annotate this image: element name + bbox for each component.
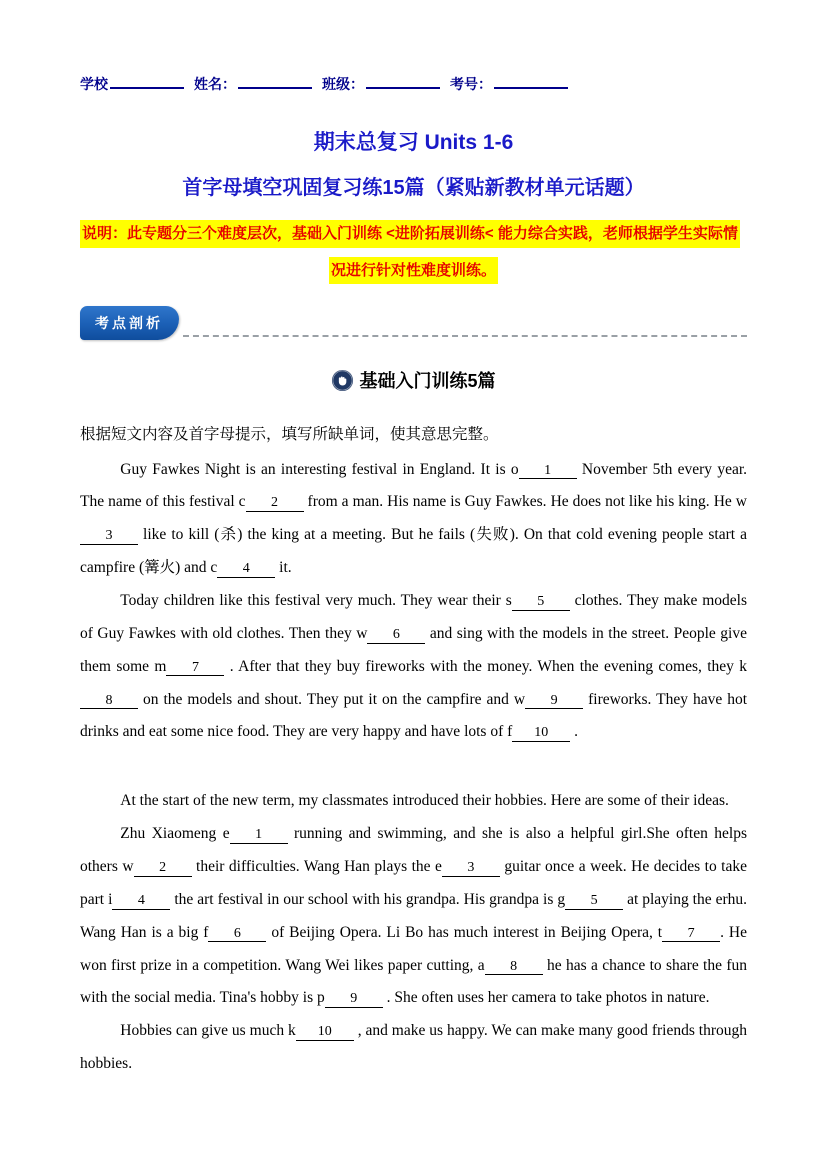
answer-blank: 9: [325, 992, 383, 1008]
answer-blank: 9: [525, 694, 583, 710]
answer-blank: 10: [512, 726, 570, 742]
passage-guy-fawkes: [80, 454, 747, 750]
passage-paragraph: Today children like this festival very much. They wear their s 5 clothes. They make models of Guy Fawkes with old clothes. Then they w 6 and sing with the models in the street. People give them some m 7 . After that they buy fireworks with the money. When the evening comes, they k8 on the models and shout. They put it on the campfire and w 9 fireworks. They have hot drinks and eat some nice food. They are very happy and have lots of f 10 .: [80, 591, 748, 741]
page-subtitle: 首字母填空巩固复习练15篇（紧贴新教材单元话题）: [182, 177, 645, 199]
dashed-divider: [183, 335, 747, 337]
answer-blank: 6: [208, 927, 266, 943]
name-blank-line: [238, 76, 312, 89]
exam-points-badge: [80, 306, 179, 340]
school-label: 学校: [80, 76, 108, 92]
answer-blank: 8: [80, 694, 138, 710]
answer-blank: 2: [246, 496, 304, 512]
section-heading: [80, 367, 747, 393]
fist-icon: [331, 369, 354, 392]
exam-points-badge-label: 考点剖析: [95, 315, 163, 331]
answer-blank: 4: [112, 894, 170, 910]
passage-paragraph: Guy Fawkes Night is an interesting festival in England. It is o 1 November 5th every year. The name of this festival c 2 from a man. His name is Guy Fawkes. He does not like his king. He w3 like to kill (杀) the king at a meeting. But he fails (失败). On that cold evening people start a campfire (篝火) and c 4 it.: [80, 460, 748, 577]
answer-blank: 5: [512, 595, 570, 611]
class-label: 班级：: [322, 76, 364, 92]
answer-blank: 3: [80, 529, 138, 545]
answer-blank: 4: [217, 562, 275, 578]
answer-blank: 8: [485, 960, 543, 976]
notice-line-1-text: 说明：此专题分三个难度层次，基础入门训练 <进阶拓展训练< 能力综合实践，老师根据学生实际情: [80, 220, 740, 248]
answer-blank: 3: [442, 861, 500, 877]
answer-blank: 7: [662, 927, 720, 943]
passage-paragraph: Hobbies can give us much k 10 , and make us happy. We can make many good friends through hobbies.: [80, 1022, 748, 1073]
instruction-text: 根据短文内容及首字母提示，填写所缺单词，使其意思完整。: [80, 426, 499, 443]
notice-line-1: [80, 220, 747, 248]
exam-number-blank-line: [494, 76, 568, 89]
student-info-header: [80, 74, 747, 94]
answer-blank: 5: [565, 894, 623, 910]
answer-blank: 7: [166, 661, 224, 677]
page-title: 期末总复习 Units 1-6: [313, 131, 514, 154]
class-blank-line: [366, 76, 440, 89]
answer-blank: 1: [519, 464, 577, 480]
answer-blank: 10: [296, 1025, 354, 1041]
answer-blank: 2: [134, 861, 192, 877]
passage-hobbies: [80, 785, 747, 1081]
badge-row: [80, 306, 747, 340]
school-blank-line: [110, 76, 184, 89]
section-title: 基础入门训练5篇: [359, 371, 496, 391]
notice-line-2: [80, 257, 747, 285]
name-label: 姓名：: [194, 76, 236, 92]
passage-paragraph: Zhu Xiaomeng e 1 running and swimming, and she is also a helpful girl.She often helps others w 2 their difficulties. Wang Han plays the e 3 guitar once a week. He decides to take part i 4 the art festival in our school with his grandpa. His grandpa is g 5 at playing the erhu. Wang Han is a big f 6 of Beijing Opera. Li Bo has much interest in Beijing Opera, t 7 . He won first prize in a competition. Wang Wei likes paper cutting, a 8 he has a chance to share the fun with the social media. Tina's hobby is p 9 . She often uses her camera to take photos in nature.: [80, 825, 748, 1007]
notice-line-2-text: 况进行针对性难度训练。: [329, 257, 498, 285]
answer-blank: 6: [367, 628, 425, 644]
passage-paragraph: At the start of the new term, my classmates introduced their hobbies. Here are some of their ideas.: [120, 792, 729, 810]
notice-block: [80, 220, 747, 284]
exam-number-label: 考号：: [450, 76, 492, 92]
answer-blank: 1: [230, 828, 288, 844]
